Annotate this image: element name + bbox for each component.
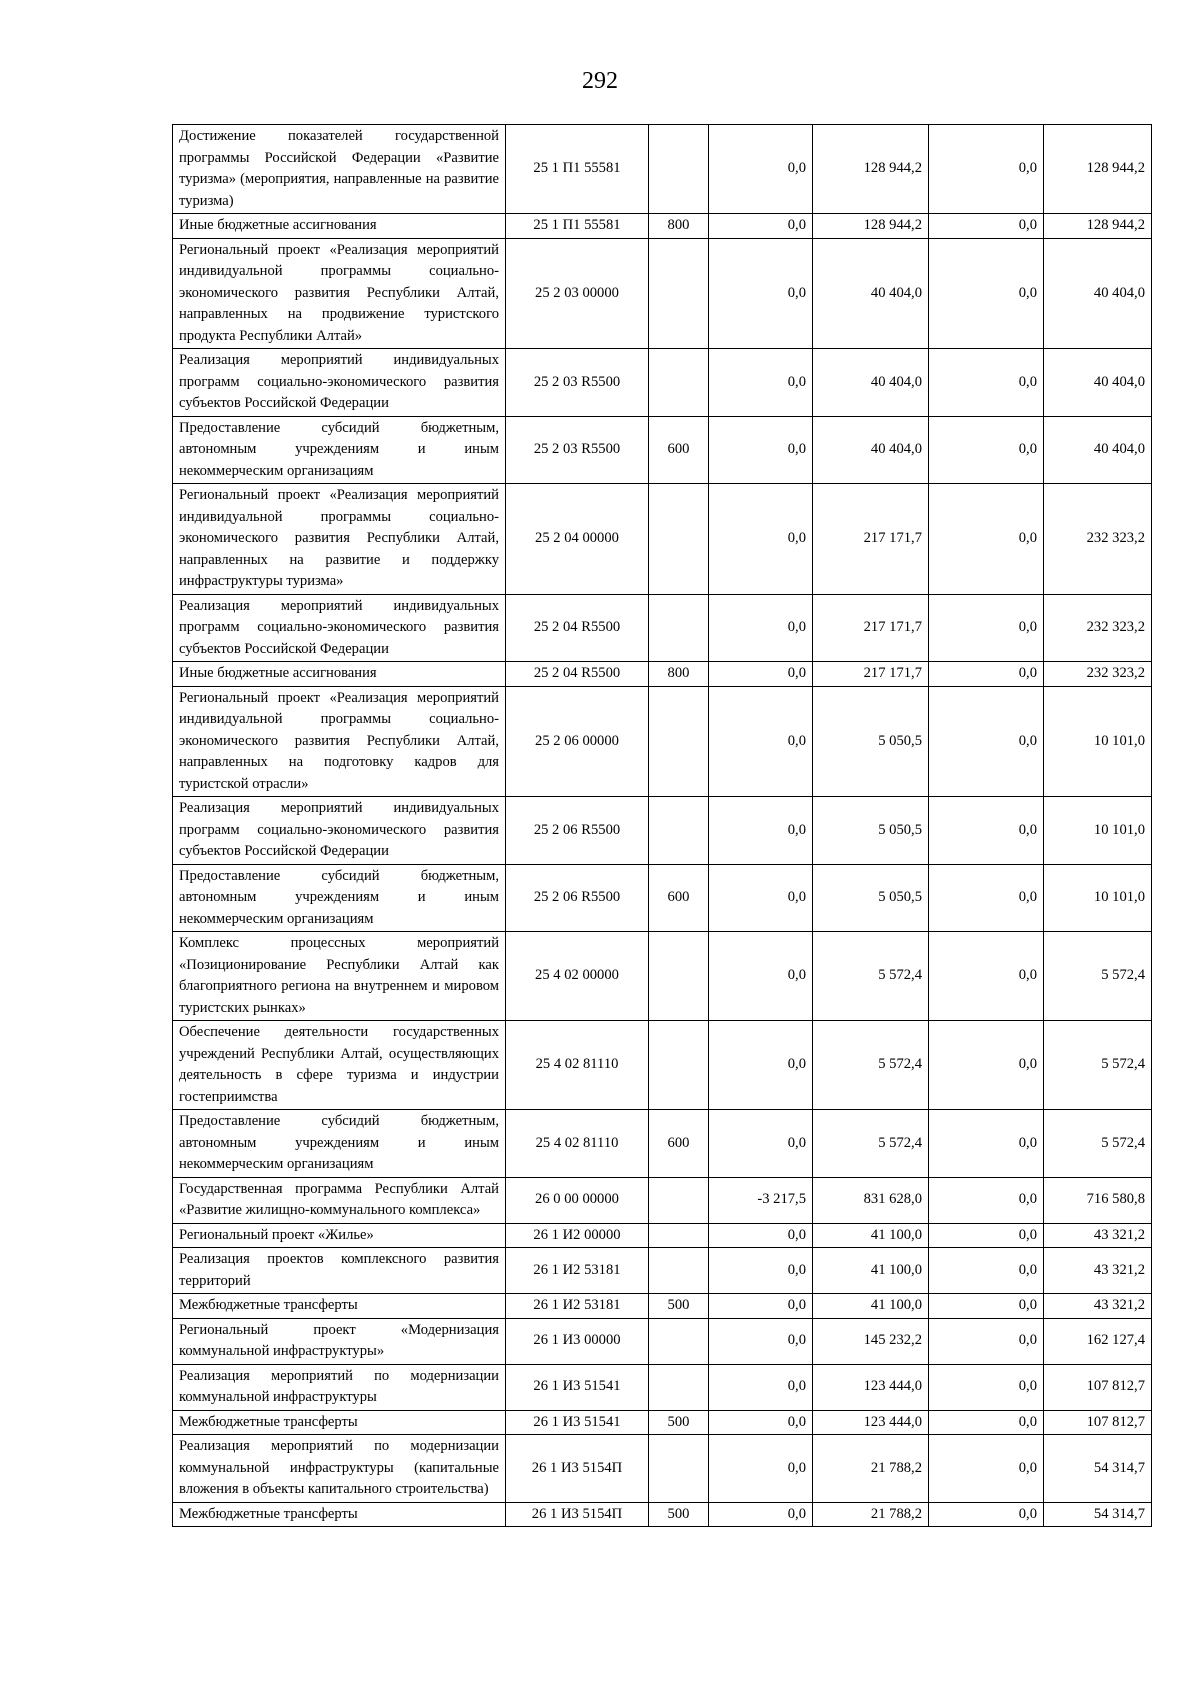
row-amount-2-cell: 5 050,5 [813, 686, 929, 797]
row-amount-3-cell: 0,0 [929, 1223, 1044, 1248]
row-code-cell: 25 4 02 00000 [506, 932, 649, 1021]
row-expense-type-cell [649, 1177, 709, 1223]
row-code-cell: 25 2 06 R5500 [506, 864, 649, 932]
row-amount-4-cell: 716 580,8 [1044, 1177, 1152, 1223]
row-amount-4-cell: 162 127,4 [1044, 1318, 1152, 1364]
table-row [173, 594, 1152, 662]
row-amount-3-cell: 0,0 [929, 1248, 1044, 1294]
row-code-cell: 25 1 П1 55581 [506, 214, 649, 239]
row-expense-type-cell: 600 [649, 1110, 709, 1178]
row-code-cell: 26 1 И2 53181 [506, 1248, 649, 1294]
table-row [173, 797, 1152, 865]
row-code-cell: 25 2 03 R5500 [506, 416, 649, 484]
row-code-cell: 26 1 И3 5154П [506, 1435, 649, 1503]
row-amount-4-cell: 43 321,2 [1044, 1294, 1152, 1319]
budget-table [172, 124, 1152, 1527]
row-expense-type-cell [649, 1318, 709, 1364]
row-expense-type-cell [649, 1435, 709, 1503]
row-amount-3-cell: 0,0 [929, 1318, 1044, 1364]
row-amount-2-cell: 5 050,5 [813, 797, 929, 865]
row-amount-1-cell: 0,0 [709, 932, 813, 1021]
row-expense-type-cell [649, 932, 709, 1021]
row-name-cell: Реализация проектов комплексного развития территорий [173, 1248, 506, 1294]
row-amount-2-cell: 41 100,0 [813, 1223, 929, 1248]
row-amount-3-cell: 0,0 [929, 238, 1044, 349]
row-name-cell: Реализация мероприятий индивидуальных программ социально-экономического развития субъектов Российской Федерации [173, 797, 506, 865]
row-name-cell: Достижение показателей государственной программы Российской Федерации «Развитие туризма» (мероприятия, направленные на развитие туризма) [173, 125, 506, 214]
row-name-cell: Обеспечение деятельности государственных учреждений Республики Алтай, осуществляющих деятельность в сфере туризма и индустрии гостеприимства [173, 1021, 506, 1110]
row-amount-3-cell: 0,0 [929, 686, 1044, 797]
row-code-cell: 26 1 И2 53181 [506, 1294, 649, 1319]
row-amount-4-cell: 10 101,0 [1044, 864, 1152, 932]
table-row [173, 416, 1152, 484]
row-amount-1-cell: 0,0 [709, 686, 813, 797]
row-code-cell: 26 1 И3 51541 [506, 1364, 649, 1410]
row-amount-4-cell: 232 323,2 [1044, 484, 1152, 595]
row-code-cell: 25 1 П1 55581 [506, 125, 649, 214]
row-amount-4-cell: 232 323,2 [1044, 594, 1152, 662]
row-amount-3-cell: 0,0 [929, 214, 1044, 239]
row-code-cell: 25 2 04 00000 [506, 484, 649, 595]
row-amount-3-cell: 0,0 [929, 125, 1044, 214]
row-amount-3-cell: 0,0 [929, 484, 1044, 595]
table-row [173, 686, 1152, 797]
row-name-cell: Предоставление субсидий бюджетным, автономным учреждениям и иным некоммерческим организациям [173, 416, 506, 484]
row-amount-1-cell: 0,0 [709, 1502, 813, 1527]
row-amount-4-cell: 107 812,7 [1044, 1410, 1152, 1435]
row-code-cell: 25 2 06 R5500 [506, 797, 649, 865]
row-expense-type-cell [649, 125, 709, 214]
row-name-cell: Региональный проект «Модернизация коммунальной инфраструктуры» [173, 1318, 506, 1364]
row-amount-1-cell: 0,0 [709, 214, 813, 239]
row-code-cell: 25 2 03 00000 [506, 238, 649, 349]
row-amount-3-cell: 0,0 [929, 797, 1044, 865]
row-amount-1-cell: 0,0 [709, 797, 813, 865]
row-amount-2-cell: 40 404,0 [813, 416, 929, 484]
row-name-cell: Предоставление субсидий бюджетным, автономным учреждениям и иным некоммерческим организациям [173, 1110, 506, 1178]
row-name-cell: Региональный проект «Жилье» [173, 1223, 506, 1248]
row-amount-1-cell: 0,0 [709, 238, 813, 349]
row-amount-2-cell: 5 572,4 [813, 1021, 929, 1110]
row-amount-1-cell: 0,0 [709, 1410, 813, 1435]
row-name-cell: Реализация мероприятий по модернизации коммунальной инфраструктуры (капитальные вложения в объекты капитального строительства) [173, 1435, 506, 1503]
row-amount-1-cell: 0,0 [709, 662, 813, 687]
row-amount-1-cell: 0,0 [709, 484, 813, 595]
row-amount-3-cell: 0,0 [929, 1177, 1044, 1223]
row-name-cell: Межбюджетные трансферты [173, 1410, 506, 1435]
table-row [173, 932, 1152, 1021]
row-amount-2-cell: 40 404,0 [813, 349, 929, 417]
row-expense-type-cell: 500 [649, 1294, 709, 1319]
row-name-cell: Иные бюджетные ассигнования [173, 214, 506, 239]
row-amount-3-cell: 0,0 [929, 662, 1044, 687]
row-name-cell: Реализация мероприятий индивидуальных программ социально-экономического развития субъектов Российской Федерации [173, 594, 506, 662]
row-expense-type-cell: 500 [649, 1410, 709, 1435]
row-amount-1-cell: 0,0 [709, 125, 813, 214]
row-amount-2-cell: 5 572,4 [813, 1110, 929, 1178]
row-amount-2-cell: 128 944,2 [813, 214, 929, 239]
row-amount-1-cell: 0,0 [709, 416, 813, 484]
row-expense-type-cell [649, 349, 709, 417]
row-expense-type-cell [649, 1223, 709, 1248]
row-amount-4-cell: 10 101,0 [1044, 686, 1152, 797]
row-name-cell: Региональный проект «Реализация мероприятий индивидуальной программы социально-экономического развития Республики Алтай, направленных на продвижение туристского продукта Республики Алтай» [173, 238, 506, 349]
row-amount-4-cell: 5 572,4 [1044, 932, 1152, 1021]
row-expense-type-cell [649, 1021, 709, 1110]
row-code-cell: 26 0 00 00000 [506, 1177, 649, 1223]
table-row [173, 1318, 1152, 1364]
page-number: 292 [582, 68, 618, 94]
row-expense-type-cell [649, 686, 709, 797]
row-amount-4-cell: 43 321,2 [1044, 1223, 1152, 1248]
row-code-cell: 26 1 И3 00000 [506, 1318, 649, 1364]
table-row [173, 1177, 1152, 1223]
row-amount-3-cell: 0,0 [929, 349, 1044, 417]
row-expense-type-cell [649, 1364, 709, 1410]
row-amount-2-cell: 831 628,0 [813, 1177, 929, 1223]
row-amount-3-cell: 0,0 [929, 1410, 1044, 1435]
table-row [173, 1410, 1152, 1435]
row-amount-1-cell: 0,0 [709, 1248, 813, 1294]
row-expense-type-cell: 500 [649, 1502, 709, 1527]
row-amount-4-cell: 107 812,7 [1044, 1364, 1152, 1410]
row-amount-2-cell: 123 444,0 [813, 1364, 929, 1410]
table-row [173, 349, 1152, 417]
row-expense-type-cell [649, 238, 709, 349]
row-amount-2-cell: 40 404,0 [813, 238, 929, 349]
table-row [173, 662, 1152, 687]
row-code-cell: 25 2 04 R5500 [506, 594, 649, 662]
row-amount-4-cell: 40 404,0 [1044, 349, 1152, 417]
row-name-cell: Предоставление субсидий бюджетным, автономным учреждениям и иным некоммерческим организациям [173, 864, 506, 932]
table-row [173, 1248, 1152, 1294]
row-amount-4-cell: 10 101,0 [1044, 797, 1152, 865]
row-amount-4-cell: 40 404,0 [1044, 238, 1152, 349]
row-amount-2-cell: 217 171,7 [813, 484, 929, 595]
row-amount-1-cell: 0,0 [709, 1364, 813, 1410]
row-name-cell: Государственная программа Республики Алтай «Развитие жилищно-коммунального комплекса» [173, 1177, 506, 1223]
row-amount-2-cell: 21 788,2 [813, 1502, 929, 1527]
row-amount-2-cell: 217 171,7 [813, 594, 929, 662]
row-code-cell: 25 4 02 81110 [506, 1021, 649, 1110]
row-amount-1-cell: 0,0 [709, 1294, 813, 1319]
table-body [173, 125, 1152, 1527]
row-amount-2-cell: 21 788,2 [813, 1435, 929, 1503]
row-amount-2-cell: 5 572,4 [813, 932, 929, 1021]
row-expense-type-cell: 800 [649, 214, 709, 239]
row-expense-type-cell [649, 484, 709, 595]
row-amount-1-cell: 0,0 [709, 349, 813, 417]
row-amount-4-cell: 128 944,2 [1044, 214, 1152, 239]
row-amount-4-cell: 54 314,7 [1044, 1502, 1152, 1527]
row-expense-type-cell [649, 594, 709, 662]
row-amount-3-cell: 0,0 [929, 416, 1044, 484]
table-row [173, 1502, 1152, 1527]
row-amount-4-cell: 128 944,2 [1044, 125, 1152, 214]
row-amount-3-cell: 0,0 [929, 864, 1044, 932]
row-amount-3-cell: 0,0 [929, 1364, 1044, 1410]
row-code-cell: 26 1 И3 5154П [506, 1502, 649, 1527]
row-expense-type-cell: 800 [649, 662, 709, 687]
row-amount-2-cell: 41 100,0 [813, 1294, 929, 1319]
row-name-cell: Межбюджетные трансферты [173, 1502, 506, 1527]
row-amount-1-cell: 0,0 [709, 864, 813, 932]
row-amount-4-cell: 54 314,7 [1044, 1435, 1152, 1503]
row-amount-3-cell: 0,0 [929, 932, 1044, 1021]
row-name-cell: Комплекс процессных мероприятий «Позиционирование Республики Алтай как благоприятного региона на внутреннем и мировом туристских рынках» [173, 932, 506, 1021]
row-amount-2-cell: 5 050,5 [813, 864, 929, 932]
row-amount-1-cell: 0,0 [709, 1110, 813, 1178]
row-amount-2-cell: 128 944,2 [813, 125, 929, 214]
row-code-cell: 26 1 И3 51541 [506, 1410, 649, 1435]
row-amount-4-cell: 5 572,4 [1044, 1021, 1152, 1110]
table-row [173, 484, 1152, 595]
table-row [173, 125, 1152, 214]
table-row [173, 1364, 1152, 1410]
row-amount-2-cell: 123 444,0 [813, 1410, 929, 1435]
row-expense-type-cell: 600 [649, 864, 709, 932]
row-name-cell: Иные бюджетные ассигнования [173, 662, 506, 687]
row-amount-3-cell: 0,0 [929, 1435, 1044, 1503]
row-amount-1-cell: 0,0 [709, 1435, 813, 1503]
row-name-cell: Реализация мероприятий по модернизации коммунальной инфраструктуры [173, 1364, 506, 1410]
row-name-cell: Межбюджетные трансферты [173, 1294, 506, 1319]
row-code-cell: 26 1 И2 00000 [506, 1223, 649, 1248]
row-amount-2-cell: 145 232,2 [813, 1318, 929, 1364]
table-row [173, 238, 1152, 349]
row-amount-4-cell: 40 404,0 [1044, 416, 1152, 484]
row-amount-3-cell: 0,0 [929, 1502, 1044, 1527]
row-expense-type-cell [649, 1248, 709, 1294]
row-amount-1-cell: -3 217,5 [709, 1177, 813, 1223]
table-row [173, 214, 1152, 239]
row-amount-1-cell: 0,0 [709, 1223, 813, 1248]
row-amount-1-cell: 0,0 [709, 1021, 813, 1110]
row-amount-4-cell: 5 572,4 [1044, 1110, 1152, 1178]
row-amount-3-cell: 0,0 [929, 1294, 1044, 1319]
table-row [173, 1110, 1152, 1178]
row-amount-2-cell: 217 171,7 [813, 662, 929, 687]
row-amount-1-cell: 0,0 [709, 1318, 813, 1364]
row-expense-type-cell: 600 [649, 416, 709, 484]
table-row [173, 1021, 1152, 1110]
row-amount-3-cell: 0,0 [929, 1021, 1044, 1110]
row-amount-3-cell: 0,0 [929, 594, 1044, 662]
table-row [173, 1435, 1152, 1503]
row-code-cell: 25 4 02 81110 [506, 1110, 649, 1178]
row-amount-2-cell: 41 100,0 [813, 1248, 929, 1294]
table-row [173, 1294, 1152, 1319]
row-code-cell: 25 2 06 00000 [506, 686, 649, 797]
row-amount-1-cell: 0,0 [709, 594, 813, 662]
row-code-cell: 25 2 03 R5500 [506, 349, 649, 417]
row-amount-4-cell: 43 321,2 [1044, 1248, 1152, 1294]
row-code-cell: 25 2 04 R5500 [506, 662, 649, 687]
row-name-cell: Региональный проект «Реализация мероприятий индивидуальной программы социально-экономического развития Республики Алтай, направленных на подготовку кадров для туристской отрасли» [173, 686, 506, 797]
row-expense-type-cell [649, 797, 709, 865]
table-row [173, 864, 1152, 932]
row-name-cell: Реализация мероприятий индивидуальных программ социально-экономического развития субъектов Российской Федерации [173, 349, 506, 417]
table-row [173, 1223, 1152, 1248]
row-name-cell: Региональный проект «Реализация мероприятий индивидуальной программы социально-экономического развития Республики Алтай, направленных на развитие и поддержку инфраструктуры туризма» [173, 484, 506, 595]
row-amount-4-cell: 232 323,2 [1044, 662, 1152, 687]
row-amount-3-cell: 0,0 [929, 1110, 1044, 1178]
